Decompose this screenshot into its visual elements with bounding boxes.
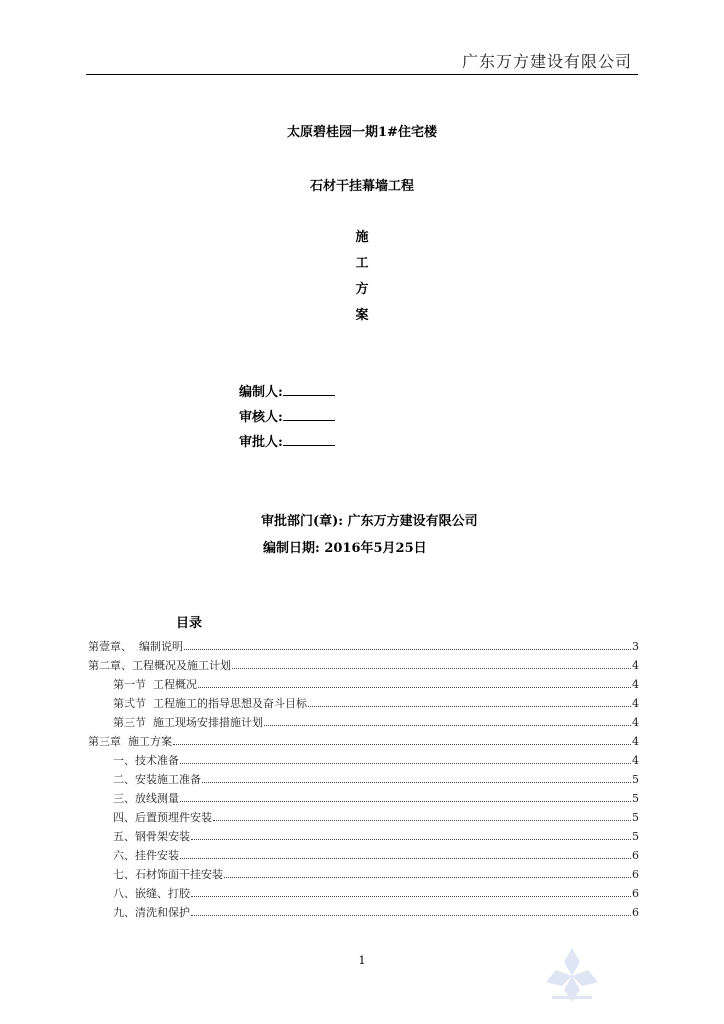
toc-entry[interactable] bbox=[88, 714, 638, 733]
toc-entry[interactable] bbox=[88, 790, 638, 809]
project-subject: 石材干挂幕墙工程 bbox=[309, 179, 414, 194]
toc-entry[interactable] bbox=[88, 733, 638, 752]
toc-entry-page: 3 bbox=[632, 640, 639, 653]
signature-approver bbox=[239, 431, 335, 450]
table-of-contents bbox=[88, 638, 638, 923]
toc-entry[interactable] bbox=[88, 866, 638, 885]
toc-entry[interactable] bbox=[88, 809, 638, 828]
toc-entry-page: 5 bbox=[632, 792, 639, 805]
header-divider bbox=[86, 74, 638, 75]
toc-entry-label: 二、安装施工准备 bbox=[113, 773, 201, 786]
toc-entry[interactable] bbox=[88, 657, 638, 676]
toc-entry-page: 6 bbox=[632, 868, 639, 881]
toc-entry-label: 第一节 工程概况 bbox=[113, 678, 197, 691]
toc-entry-label: 六、挂件安装 bbox=[113, 849, 179, 862]
toc-entry-page: 4 bbox=[632, 716, 639, 729]
toc-leader-dots bbox=[191, 839, 631, 840]
toc-entry-page: 5 bbox=[632, 811, 639, 824]
toc-leader-dots bbox=[308, 706, 631, 707]
toc-entry[interactable] bbox=[88, 676, 638, 695]
title-char-1: 施 bbox=[355, 230, 369, 245]
compile-date: 编制日期: 2016年5月25日 bbox=[263, 541, 427, 556]
toc-leader-dots bbox=[202, 782, 631, 783]
toc-entry-page: 4 bbox=[632, 697, 639, 710]
toc-leader-dots bbox=[264, 725, 631, 726]
watermark-logo-icon bbox=[532, 940, 612, 1010]
toc-leader-dots bbox=[213, 820, 631, 821]
toc-leader-dots bbox=[180, 801, 631, 802]
toc-entry-page: 4 bbox=[632, 659, 639, 672]
toc-entry-page: 5 bbox=[632, 830, 639, 843]
title-char-2: 工 bbox=[355, 256, 369, 271]
signature-blank bbox=[283, 433, 335, 446]
toc-leader-dots bbox=[180, 763, 631, 764]
toc-leader-dots bbox=[232, 668, 631, 669]
toc-entry-label: 五、钢骨架安装 bbox=[113, 830, 190, 843]
toc-entry-label: 七、石材饰面干挂安装 bbox=[113, 868, 223, 881]
toc-entry[interactable] bbox=[88, 771, 638, 790]
toc-entry-page: 6 bbox=[632, 906, 639, 919]
toc-entry[interactable] bbox=[88, 847, 638, 866]
signature-compiler bbox=[239, 381, 335, 400]
signature-label: 编制人: bbox=[239, 385, 283, 400]
toc-leader-dots bbox=[191, 896, 631, 897]
toc-entry-page: 6 bbox=[632, 887, 639, 900]
toc-entry[interactable] bbox=[88, 752, 638, 771]
toc-entry-page: 4 bbox=[632, 678, 639, 691]
toc-leader-dots bbox=[184, 649, 631, 650]
toc-entry-label: 四、后置预埋件安装 bbox=[113, 811, 212, 824]
toc-entry[interactable] bbox=[88, 828, 638, 847]
title-char-4: 案 bbox=[355, 308, 369, 323]
toc-entry-label: 第弍节 工程施工的指导思想及奋斗目标 bbox=[113, 697, 307, 710]
toc-entry-label: 九、清洗和保护 bbox=[113, 906, 190, 919]
toc-leader-dots bbox=[180, 858, 631, 859]
toc-entry-label: 第二章、工程概况及施工计划 bbox=[88, 659, 231, 672]
toc-entry-label: 第三节 施工现场安排措施计划 bbox=[113, 716, 263, 729]
toc-entry-page: 6 bbox=[632, 849, 639, 862]
toc-entry-page: 4 bbox=[632, 735, 639, 748]
toc-entry[interactable] bbox=[88, 638, 638, 657]
toc-entry-page: 4 bbox=[632, 754, 639, 767]
toc-leader-dots bbox=[173, 744, 631, 745]
signature-label: 审核人: bbox=[239, 410, 283, 425]
toc-leader-dots bbox=[191, 915, 631, 916]
signature-label: 审批人: bbox=[239, 435, 283, 450]
toc-entry-label: 八、嵌缝、打胶 bbox=[113, 887, 190, 900]
toc-title: 目录 bbox=[176, 616, 203, 631]
signature-reviewer bbox=[239, 406, 335, 425]
toc-leader-dots bbox=[198, 687, 631, 688]
toc-entry-label: 三、放线测量 bbox=[113, 792, 179, 805]
toc-leader-dots bbox=[224, 877, 631, 878]
project-title: 太原碧桂园一期1#住宅楼 bbox=[287, 125, 437, 140]
toc-entry[interactable] bbox=[88, 904, 638, 923]
signature-blank bbox=[283, 383, 335, 396]
toc-entry-label: 第壹章、 编制说明 bbox=[88, 640, 183, 653]
toc-entry-label: 一、技术准备 bbox=[113, 754, 179, 767]
header-company-name: 广东万方建设有限公司 bbox=[461, 52, 632, 71]
toc-entry[interactable] bbox=[88, 695, 638, 714]
page-number: 1 bbox=[358, 954, 366, 967]
signature-blank bbox=[283, 408, 335, 421]
title-char-3: 方 bbox=[355, 282, 369, 297]
toc-entry-label: 第三章 施工方案 bbox=[88, 735, 172, 748]
toc-entry[interactable] bbox=[88, 885, 638, 904]
toc-entry-page: 5 bbox=[632, 773, 639, 786]
approval-department: 审批部门(章): 广东万方建设有限公司 bbox=[261, 514, 478, 529]
